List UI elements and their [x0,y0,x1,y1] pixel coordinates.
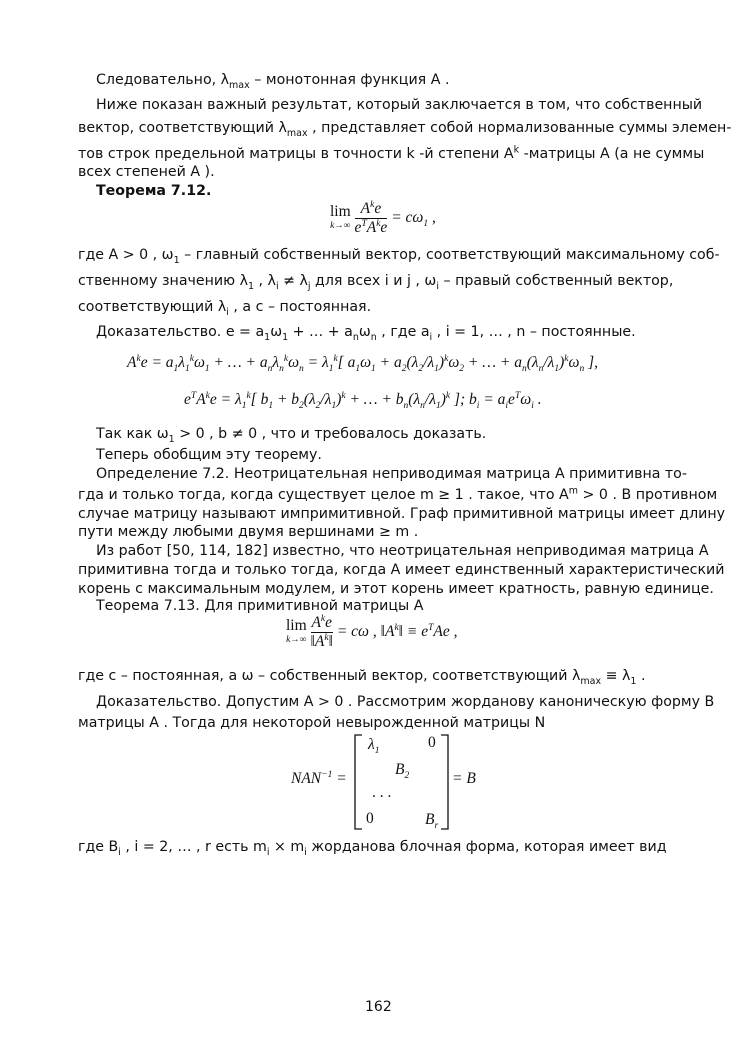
matrix-cell: 0 [366,810,374,827]
proof-line: Доказательство. Допустим A > 0 . Рассмотрим жорданову каноническую форму B [96,694,715,710]
equation-expansion-1: $A^ke = a_1\lambda_1^k\omega_1$ + … + $a_n\lambda_n^k\omega_n = \lambda_1^k$[ $a_1\omega_1 + a_2(\lambda_2/\lambda_1)^k\omega_2$ + … + $a_n(\lambda_n/\lambda_1)^k\omega_n$ ], [127,353,599,375]
text-line: Следовательно, $\lambda_{max}$ – монотонная функция A . [96,72,450,91]
text-line: тов строк предельной матрицы в точности k -й степени $A^k$ -матрицы A (а не суммы [78,144,705,162]
text-line: пути между любыми двумя вершинами ≥ m . [78,524,419,540]
lim-label: lim [330,202,351,220]
equation-rhs: = cω , $‖A^k‖ \equiv e^TAe$ , [336,622,458,641]
lim-subscript: k→∞ [286,634,307,645]
text-line: Теперь обобщим эту теорему. [96,447,322,463]
lim-subscript: k→∞ [330,220,351,231]
text-line: гда и только тогда, когда существует целое m ≥ 1 . такое, что $A^m > 0$ . В противном [78,485,718,503]
text-line: всех степеней A ). [78,164,215,180]
fraction-numerator: $A^ke$ [360,199,382,217]
matrix-cell: 0 [428,734,436,751]
text-line: случае матрицу называют импримитивной. Граф примитивной матрицы имеет длину [78,506,726,522]
page-number: 162 [365,999,392,1015]
matrix-cell: $\lambda_1$ [368,736,380,757]
text-line: Так как $\omega_1 > 0$ , b ≠ 0 , что и требовалось доказать. [96,426,487,445]
matrix-lhs: $NAN^{-1}$ = [291,769,347,787]
text-line: вектор, соответствующий $\lambda_{max}$ , представляет собой нормализованные суммы элемен- [78,120,732,139]
left-bracket [355,735,362,829]
fraction-denominator: $‖A^k‖$ [310,632,333,650]
text-line: соответствующий $\lambda_i$ , а c – постоянная. [78,299,372,318]
text-line: где $B_i$ , i = 2, … , r есть $m_i \times m_i$ жорданова блочная форма, которая имеет вид [78,839,667,858]
theorem-heading: Теорема 7.12. [96,183,212,199]
matrix-cell: $B_r$ [425,811,439,832]
equation-rhs: = $c\omega_1$ , [391,209,436,230]
right-bracket [441,735,448,829]
text-line: ственному значению $\lambda_1$ , $\lambda_i \ne \lambda_j$ для всех i и j , $\omega_i$ – правый собственный вектор, [78,273,674,292]
definition-line: Определение 7.2. Неотрицательная неприводимая матрица A примитивна то- [96,466,687,482]
proof-line: Доказательство. $e = a_1\omega_1$ + … + $a_n\omega_n$ , где $a_i$ , i = 1, … , n – постоянные. [96,324,636,343]
text-line: где A > 0 , $\omega_1$ – главный собственный вектор, соответствующий максимальному соб- [78,247,720,266]
text-line: матрицы A . Тогда для некоторой невырожденной матрицы N [78,715,546,731]
fraction-denominator: $e^TA^ke$ [354,218,388,236]
text-line: Из работ [50, 114, 182] известно, что неотрицательная неприводимая матрица A [96,543,709,559]
matrix-dots: . . . [372,784,392,801]
equation-expansion-2: $e^TA^ke = \lambda_1^k$[ $b_1 + b_2(\lambda_2/\lambda_1)^k$ + … + $b_n(\lambda_n/\lambda_1)^k$ ]; $b_i = a_ie^T\omega_i$ . [184,390,542,412]
lim-label: lim [286,616,307,634]
matrix-rhs: = B [452,770,476,787]
theorem-line: Теорема 7.13. Для примитивной матрицы A [96,598,424,614]
matrix-cell: $B_2$ [395,761,410,782]
text-line: примитивна тогда и только тогда, когда A имеет единственный характеристический [78,562,725,578]
fraction-numerator: $A^ke$ [311,613,333,631]
text-line: где c – постоянная, а ω – собственный вектор, соответствующий $\lambda_{max} \equiv \lambda_1$ . [78,668,646,687]
text-line: корень с максимальным модулем, и этот корень имеет кратность, равную единице. [78,581,714,597]
text-line: Ниже показан важный результат, который заключается в том, что собственный [96,97,703,113]
